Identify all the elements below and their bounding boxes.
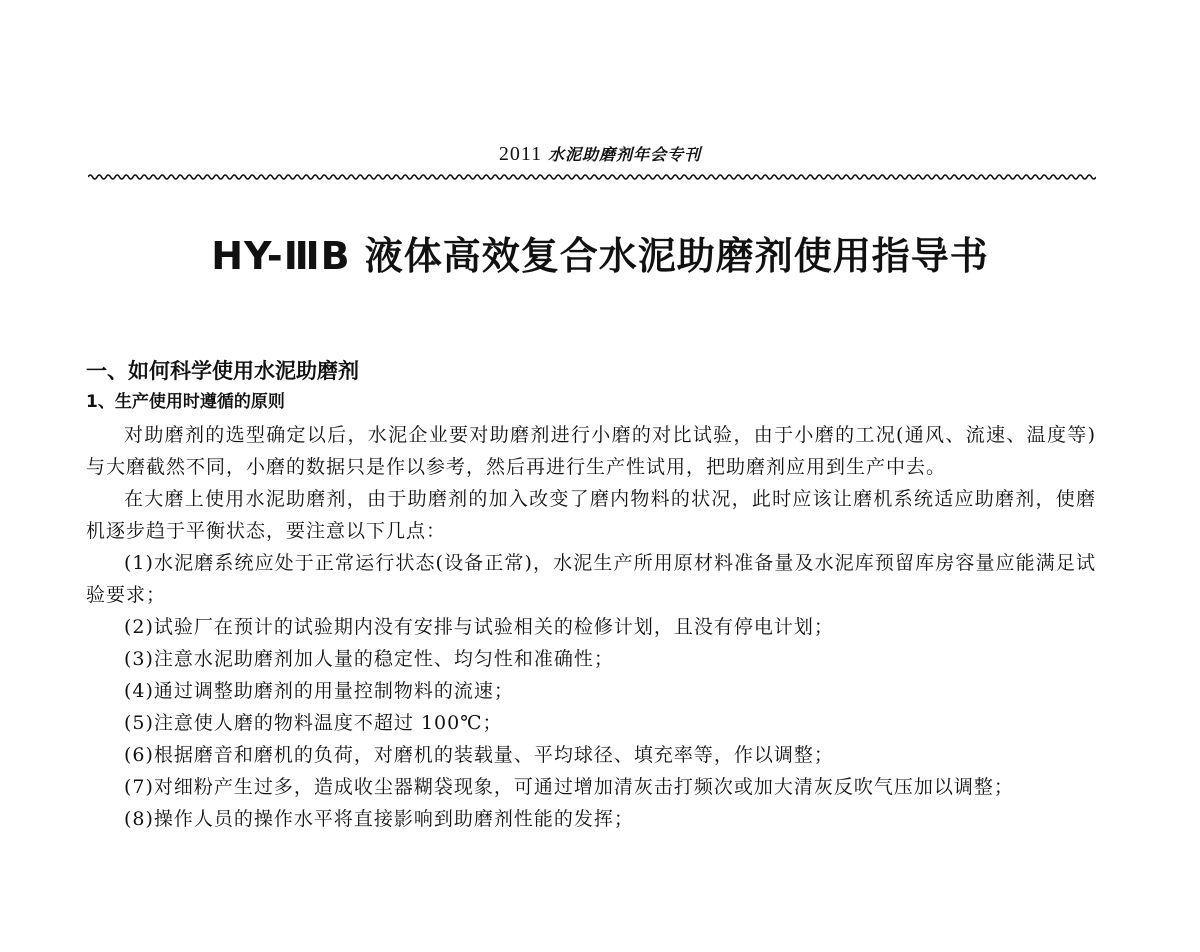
paragraph: (1)水泥磨系统应处于正常运行状态(设备正常)，水泥生产所用原材料准备量及水泥库预留库房容量应能满足试验要求；	[86, 552, 1096, 606]
paragraph: (8)操作人员的操作水平将直接影响到助磨剂性能的发挥；	[124, 808, 634, 830]
header-year: 2011	[498, 143, 543, 165]
paragraph: (6)根据磨音和磨机的负荷，对磨机的装载量、平均球径、填充率等，作以调整；	[124, 744, 834, 766]
paragraph: (3)注意水泥助磨剂加人量的稳定性、均匀性和准确性；	[124, 648, 614, 670]
header-journal-title: 水泥助磨剂年会专刊	[548, 145, 702, 164]
section-heading: 一、如何科学使用水泥助磨剂	[86, 359, 359, 383]
sub-heading: 1、生产使用时遵循的原则	[86, 392, 285, 412]
paragraph: (5)注意使人磨的物料温度不超过 100℃；	[124, 712, 503, 734]
document-body	[86, 355, 1096, 835]
paragraph: 在大磨上使用水泥助磨剂，由于助磨剂的加入改变了磨内物料的状况，此时应该让磨机系统适应助磨剂，使磨机逐步趋于平衡状态，要注意以下几点：	[86, 488, 1096, 542]
paragraph: (4)通过调整助磨剂的用量控制物料的流速；	[124, 680, 514, 702]
document-title: HY-ⅢB 液体高效复合水泥助磨剂使用指导书	[211, 234, 989, 278]
wavy-header-rule	[88, 170, 1096, 184]
running-header	[0, 143, 1200, 166]
paragraph: 对助磨剂的选型确定以后，水泥企业要对助磨剂进行小磨的对比试验，由于小磨的工况(通风、流速、温度等)与大磨截然不同，小磨的数据只是作以参考，然后再进行生产性试用，把助磨剂应用到生产中去。	[86, 424, 1096, 478]
paragraph: (7)对细粉产生过多，造成收尘器糊袋现象，可通过增加清灰击打频次或加大清灰反吹气压加以调整；	[124, 776, 1014, 798]
paragraph: (2)试验厂在预计的试验期内没有安排与试验相关的检修计划，且没有停电计划；	[124, 616, 834, 638]
